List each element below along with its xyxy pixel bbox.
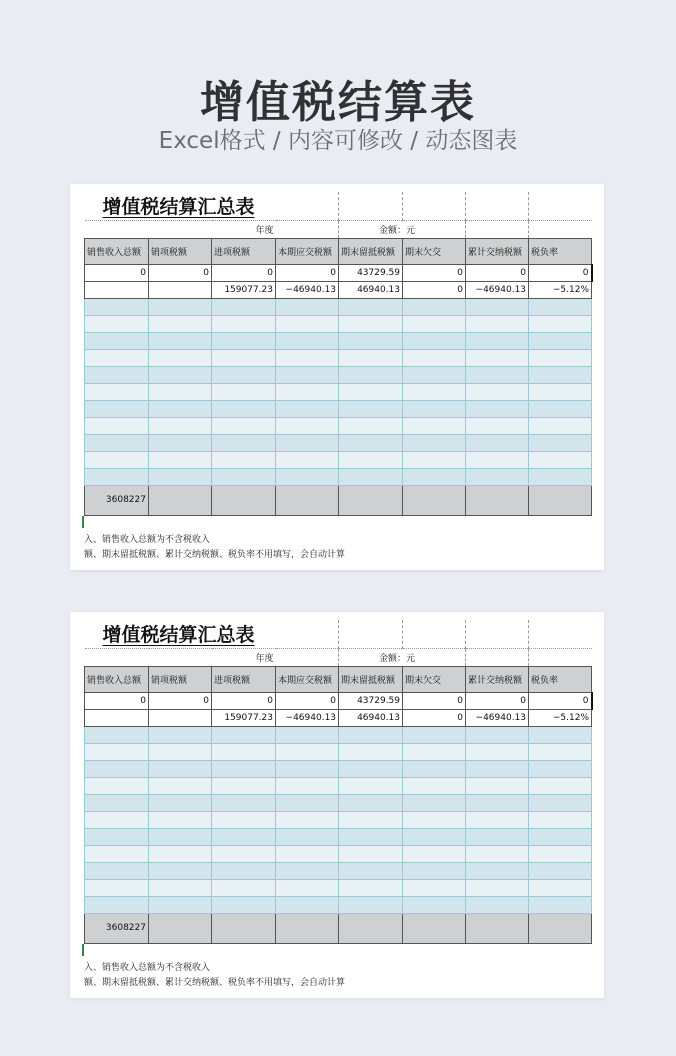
sheet-title: 增值税结算汇总表 [85, 620, 339, 648]
cell-cursor-marker [82, 516, 84, 528]
header-cell[interactable]: 期末欠交 [403, 238, 466, 264]
table-row [85, 264, 592, 281]
table-row [85, 726, 592, 743]
table-row [85, 349, 592, 366]
total-cell[interactable] [276, 913, 339, 943]
total-cell[interactable]: 3608227 [85, 913, 149, 943]
data-cell[interactable]: 0 [85, 264, 149, 281]
total-cell[interactable] [529, 913, 592, 943]
data-cell[interactable]: 43729.59 [339, 692, 403, 709]
header-cell[interactable]: 本期应交税额 [276, 666, 339, 692]
data-cell[interactable]: 0 [212, 692, 276, 709]
data-cell[interactable]: 0 [466, 692, 529, 709]
header-cell[interactable]: 销项税额 [149, 238, 212, 264]
data-cell[interactable]: 46940.13 [339, 709, 403, 726]
note-line-1: 入、销售收入总额为不含税收入 [84, 535, 211, 545]
header-cell[interactable]: 期末欠交 [403, 666, 466, 692]
total-cell[interactable] [403, 485, 466, 515]
table-row [85, 760, 592, 777]
table-row [85, 743, 592, 760]
total-cell[interactable] [149, 913, 212, 943]
header-cell[interactable]: 进项税额 [212, 238, 276, 264]
cell-cursor-marker [82, 944, 84, 956]
total-row [85, 485, 592, 515]
data-cell[interactable] [85, 281, 149, 298]
data-cell[interactable]: 0 [212, 264, 276, 281]
amount-label: 金额：元 [339, 648, 466, 666]
table-row [85, 366, 592, 383]
data-cell[interactable]: 0 [149, 692, 212, 709]
data-cell[interactable]: 0 [403, 709, 466, 726]
header-cell[interactable]: 期末留抵税额 [339, 666, 403, 692]
total-cell[interactable] [339, 485, 403, 515]
data-cell[interactable]: 0 [466, 264, 529, 281]
data-cell[interactable]: 0 [403, 264, 466, 281]
data-cell[interactable]: −5.12% [529, 281, 592, 298]
total-cell[interactable] [276, 485, 339, 515]
data-cell[interactable]: 46940.13 [339, 281, 403, 298]
summary-table [84, 620, 593, 944]
sheet-title: 增值税结算汇总表 [85, 192, 339, 220]
table-row [85, 298, 592, 315]
header-cell[interactable]: 累计交纳税额 [466, 666, 529, 692]
data-cell[interactable]: 159077.23 [212, 281, 276, 298]
header-cell[interactable]: 税负率 [529, 666, 592, 692]
table-row [85, 828, 592, 845]
table-row [85, 332, 592, 349]
table-row [85, 709, 592, 726]
data-cell[interactable]: 0 [529, 692, 592, 709]
data-cell[interactable]: 0 [276, 692, 339, 709]
header-cell[interactable]: 进项税额 [212, 666, 276, 692]
header-cell[interactable]: 销项税额 [149, 666, 212, 692]
data-cell[interactable] [85, 709, 149, 726]
sheet-preview-2 [70, 612, 604, 998]
total-row [85, 913, 592, 943]
data-cell[interactable]: 0 [403, 692, 466, 709]
note-line-2: 额、期末留抵税额、累计交纳税额、税负率不用填写，会自动计算 [84, 550, 346, 560]
header-cell[interactable]: 累计交纳税额 [466, 238, 529, 264]
data-cell[interactable] [149, 709, 212, 726]
data-cell[interactable]: 0 [276, 264, 339, 281]
data-cell[interactable]: 43729.59 [339, 264, 403, 281]
total-cell[interactable] [212, 913, 276, 943]
year-label: 年度 [85, 220, 276, 238]
header-row [85, 238, 592, 264]
table-row [85, 794, 592, 811]
total-cell[interactable] [466, 485, 529, 515]
note-line-2: 额、期末留抵税额、累计交纳税额、税负率不用填写，会自动计算 [84, 978, 346, 988]
data-cell[interactable]: 159077.23 [212, 709, 276, 726]
table-row [85, 281, 592, 298]
header-cell[interactable]: 销售收入总额 [85, 238, 149, 264]
table-row [85, 777, 592, 794]
table-row [85, 434, 592, 451]
table-row [85, 400, 592, 417]
table-row [85, 845, 592, 862]
total-cell[interactable] [339, 913, 403, 943]
table-row [85, 862, 592, 879]
summary-table [84, 192, 593, 516]
page-subtitle: Excel格式 / 内容可修改 / 动态图表 [158, 128, 518, 154]
year-label: 年度 [85, 648, 276, 666]
data-cell[interactable]: −46940.13 [466, 709, 529, 726]
data-cell[interactable]: −46940.13 [466, 281, 529, 298]
table-row [85, 383, 592, 400]
amount-label: 金额：元 [339, 220, 466, 238]
total-cell[interactable] [212, 485, 276, 515]
table-row [85, 692, 592, 709]
sheet-preview-1 [70, 184, 604, 570]
header-cell[interactable]: 本期应交税额 [276, 238, 339, 264]
data-cell[interactable]: 0 [85, 692, 149, 709]
total-cell[interactable] [529, 485, 592, 515]
total-cell[interactable] [466, 913, 529, 943]
header-cell[interactable]: 销售收入总额 [85, 666, 149, 692]
note-line-1: 入、销售收入总额为不含税收入 [84, 963, 211, 973]
data-cell[interactable] [149, 281, 212, 298]
data-cell[interactable]: 0 [403, 281, 466, 298]
table-row [85, 451, 592, 468]
table-row [85, 811, 592, 828]
data-cell[interactable]: −46940.13 [276, 281, 339, 298]
header-cell[interactable]: 税负率 [529, 238, 592, 264]
table-row [85, 315, 592, 332]
page-title: 增值税结算表 [200, 77, 476, 128]
header-row [85, 666, 592, 692]
total-cell[interactable] [403, 913, 466, 943]
total-cell[interactable] [149, 485, 212, 515]
table-row [85, 896, 592, 913]
data-cell[interactable]: −5.12% [529, 709, 592, 726]
header-cell[interactable]: 期末留抵税额 [339, 238, 403, 264]
table-row [85, 468, 592, 485]
data-cell[interactable]: 0 [529, 264, 592, 281]
table-row [85, 417, 592, 434]
data-cell[interactable]: −46940.13 [276, 709, 339, 726]
table-row [85, 879, 592, 896]
data-cell[interactable]: 0 [149, 264, 212, 281]
total-cell[interactable]: 3608227 [85, 485, 149, 515]
